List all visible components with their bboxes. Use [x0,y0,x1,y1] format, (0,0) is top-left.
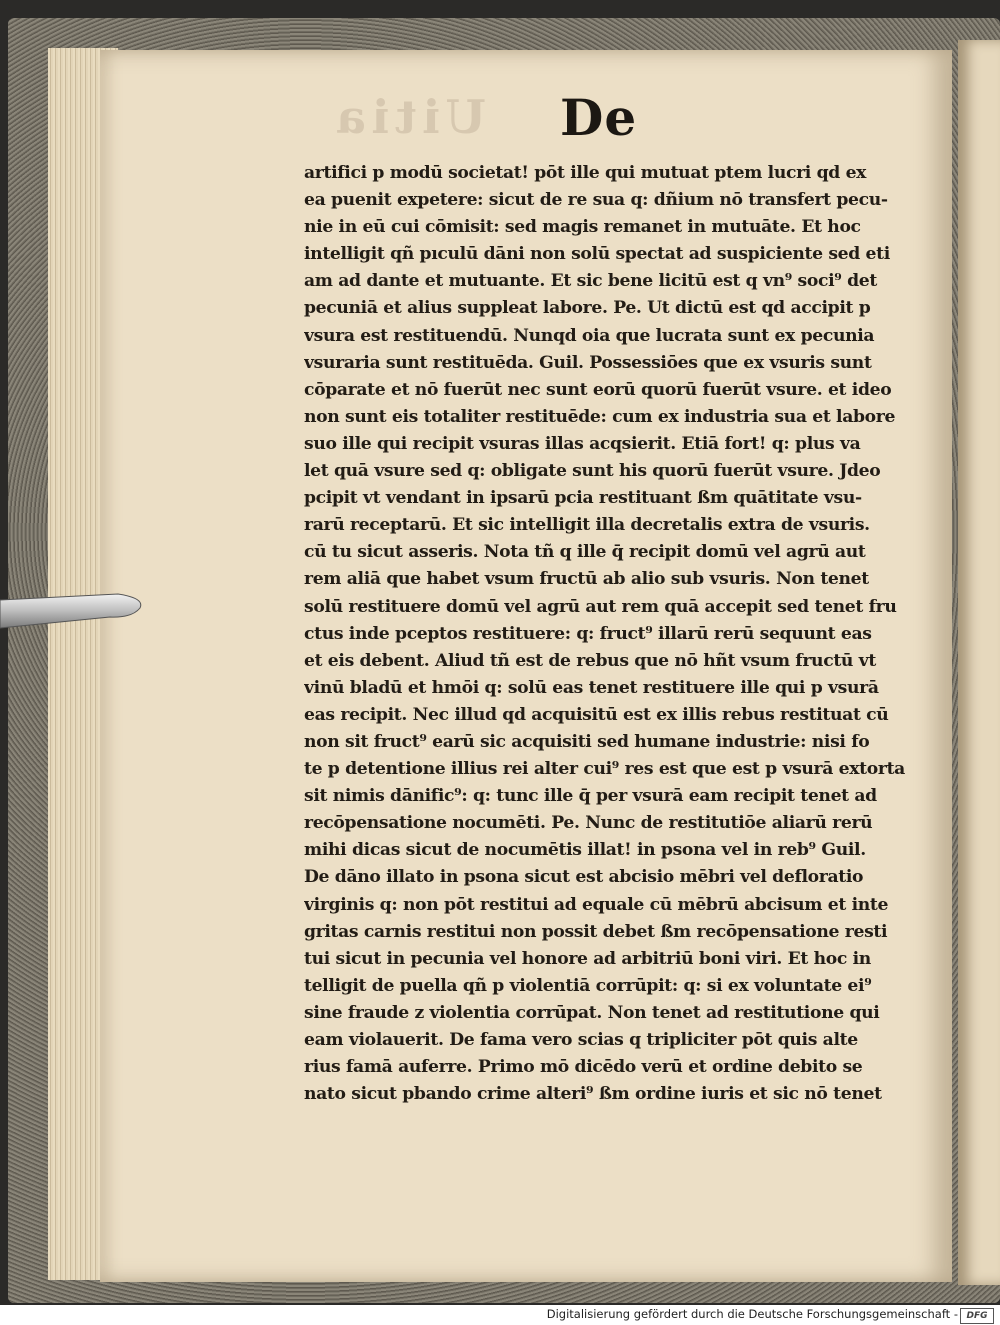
text-line: am ad dante et mutuante. Et sic bene licitū est q vn⁹ soci⁹ det [304,271,877,292]
text-line: sine fraude z violentia corrūpat. Non tenet ad restitutione qui [304,1002,880,1023]
text-line: suo ille qui recipit vsuras illas acqsierit. Etiā fort! q: plus va [304,433,861,454]
digitization-credit: Digitalisierung gefördert durch die Deutsche Forschungsgemeinschaft - [546,1307,958,1321]
text-line: telligit de puella qñ p violentiā corrūpit: q: si ex voluntate ei⁹ [304,975,872,996]
text-line: et eis debent. Aliud tñ est de rebus que nō hñt vsum fructū vt [304,650,876,671]
text-line: virginis q: non pōt restitui ad equale cū mēbrū abcisum et inte [304,894,889,915]
running-headword: De [560,88,638,147]
text-line: rius famā auferre. Primo mō dicēdo verū et ordine debito se [304,1057,863,1078]
text-line: nato sicut pbando crime alteri⁹ ßm ordine iuris et sic nō tenet [304,1084,882,1105]
footer-bar [0,1305,1000,1325]
text-line: artifici p modū societat! pōt ille qui mutuat ptem lucri qd ex [304,163,867,183]
text-line: gritas carnis restitui non possit debet ßm recōpensatione resti [304,921,888,942]
text-line: eam violauerit. De fama vero scias q tripliciter pōt quis alte [304,1030,858,1050]
text-line: ea puenit expetere: sicut de re sua q: dñium nō transfert pecu- [304,190,888,211]
text-line: De dāno illato in psona sicut est abcisio mēbri vel defloratio [304,867,864,888]
text-line: eas recipit. Nec illud qd acquisitū est ex illis rebus restituat cū [304,704,889,725]
text-line: cū tu sicut asseris. Nota tñ q ille q̄ recipit domū vel agrū aut [304,542,866,563]
text-line: vsuraria sunt restituēda. Guil. Possessiōes que ex vsuris sunt [304,352,872,373]
text-line: ctus inde pceptos restituere: q: fruct⁹ illarū rerū sequunt eas [304,623,872,644]
page-holder-pointer [0,590,145,630]
text-line: rem aliā que habet vsum fructū ab alio sub vsuris. Non tenet [304,569,869,590]
text-line: pecuniā et alius suppleat labore. Pe. Ut dictū est qd accipit p [304,298,871,319]
text-line: mihi dicas sicut de nocumētis illat! in psona vel in reb⁹ Guil. [304,840,866,861]
text-line: pcipit vt vendant in ipsarū pcia restituant ßm quātitate vsu- [304,488,862,509]
dfg-logo: DFG [960,1308,994,1324]
facing-page-edge [958,40,1000,1285]
text-line: te p detentione illius rei alter cui⁹ res est que est p vsurā extorta [304,759,905,780]
text-line: non sunt eis totaliter restituēde: cum ex industria sua et labore [304,406,896,427]
text-line: cōparate et nō fuerūt nec sunt eorū quorū fuerūt vsure. et ideo [304,379,892,400]
text-line: rarū receptarū. Et sic intelligit illa decretalis extra de vsuris. [304,515,870,536]
text-line: vinū bladū et hmōi q: solū eas tenet restituere ille qui p vsurā [304,677,879,698]
text-line: recōpensatione nocumēti. Pe. Nunc de restitutiōe aliarū rerū [304,813,873,834]
bleed-through-headword: Uitia [330,90,487,144]
text-line: let quā vsure sed q: obligate sunt his quorū fuerūt vsure. Jdeo [304,461,881,482]
text-line: vsura est restituendū. Nunqd oia que lucrata sunt ex pecunia [304,325,875,346]
text-block [304,160,916,1108]
text-line: nie in eū cui cōmisit: sed magis remanet in mutuāte. Et hoc [304,217,861,238]
text-line: sit nimis dānific⁹: q: tunc ille q̄ per vsurā eam recipit tenet ad [304,786,877,807]
text-line: non sit fruct⁹ earū sic acquisiti sed humane industrie: nisi fo [304,731,870,752]
text-line: solū restituere domū vel agrū aut rem quā accepit sed tenet fru [304,596,897,617]
text-line: intelligit qñ pıculū dāni non solū spectat ad suspiciente sed eti [304,244,890,265]
text-line: tui sicut in pecunia vel honore ad arbitriū boni viri. Et hoc in [304,948,871,969]
